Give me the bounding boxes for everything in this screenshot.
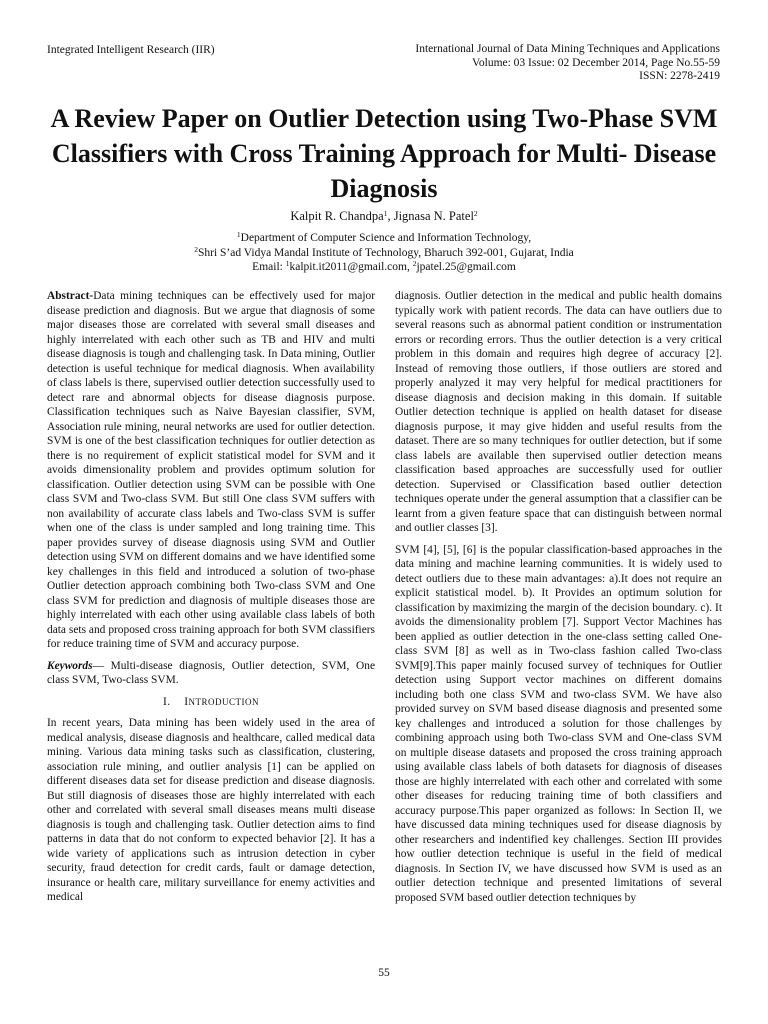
keywords — [47, 659, 375, 688]
abstract — [47, 289, 375, 652]
journal-info — [415, 43, 720, 84]
keywords-text: — Multi-disease diagnosis, Outlier detection, SVM, One class SVM, Two-class SVM. — [47, 659, 375, 686]
right-paragraph-1: diagnosis. Outlier detection in the medical and public health domains typically work with patient records. The data can have outliers due to several reasons such as abnormal patient condition or instrumentation errors or recording errors. Thus the outlier detection is a very critical problem in this domain and requires high degree of accuracy [2]. Instead of removing those outliers, if those outliers are stored and properly analyzed it may very helpful for medical practitioners for disease diagnosis and decision making in this domain. If suitable Outlier detection technique is applied on health dataset for disease diagnosis purpose, it may give hidden and useful results from the dataset. There are so many techniques for outlier detection, but if some class labels are available then supervised outlier detection means classification based approaches are successfully used for outlier detection. Supervised or Classification based outlier detection techniques operate under the general assumption that a classifier can be learnt from a given feature space that can distinguish between normal and outlier classes [3]. — [395, 290, 722, 534]
affiliation-2-text: Shri S’ad Vidya Mandal Institute of Technology, Bharuch 392-001, Gujarat, India — [197, 246, 574, 259]
abstract-label: Abstract- — [47, 290, 94, 302]
journal-publisher: Integrated Intelligent Research (IIR) — [47, 44, 215, 56]
left-column — [47, 289, 375, 912]
email-line — [0, 260, 768, 275]
author-2: Jignasa N. Patel — [393, 209, 474, 223]
affiliation-1-sup: 1 — [236, 230, 241, 239]
affiliations — [0, 231, 768, 275]
right-paragraph-2: SVM [4], [5], [6] is the popular classification-based approaches in the data mining and machine learning communities. It is widely used to detect outliers due to these main advantages: a).It does not require an explicit statistical model. b). It Provides an optimum solution for classification by maximizing the margin of the decision boundary. c). It avoids the dimensionality problem [7]. Support Vector Machines has been applied as outlier detection in the one-class setting called One-class SVM [8] as well as in Two-class fashion called Two-class SVM[9].This paper mainly focused survey of techniques for Outlier detection using Support vector machines on different domains including both one class SVM and two-class SVM. We have also provided survey on SVM based disease diagnosis and presented some key challenges and introduced a solution for those challenges by combining approach using both Two-class SVM and One-class SVM on multiple disease datasets and proposed the cross training approach using available class labels of both datasets for diagnosis of diseases those are highly interrelated with each other and correlated with some other diseases for reducing training time of both classifiers and accuracy purpose.This paper organized as follows: In Section II, we have discussed data mining techniques used for disease diagnosis by other researchers and indentified key challenges. Section III provides how outlier detection technique is useful in the field of medical diagnosis. In Section IV, we have discussed how SVM is used as an outlier detection technique and presented limitations of several proposed SVM based outlier detection techniques by — [395, 543, 722, 904]
abstract-text: Data mining techniques can be effectively used for major disease prediction and diagnosis. But we argue that diagnosis of some major diseases those are correlated with several small diseases and highly interrelated with each other such as TB and HIV and multi disease diagnosis is tough and challenging task. In Data mining, Outlier detection is useful technique for medical diagnosis. When availability of class labels is there, supervised outlier detection successfully used to detect rare and abnormal objects for disease diagnosis purpose. Classification techniques such as Naive Bayesian classifier, SVM, Association rule mining, neural networks are used for outlier detection. SVM is one of the best classification techniques for outlier detection as there is no requirement of explicit statistical model for SVM and it avoids dimensionality problem and provides optimum solution for classification. Outlier detection using SVM can be possible with One class SVM and Two-class SVM. But still One class SVM suffers with non availability of accurate class labels and Two-class SVM is suffer when one of the class is under sampled and long training time. This paper provides survey of disease diagnosis using SVM and Outlier detection using SVM on different domains and we have identified some key challenges in this field and introduced a solution of two-phase Outlier detection approach combining both Two-class SVM and One class SVM for prediction and diagnosis of multiple diseases those are highly interrelated with each other using available class labels of both data sets and proposed cross training approach for both SVM classifiers for reduce training time of SVM and accuracy purpose. — [47, 290, 375, 650]
email-prefix: Email: — [252, 261, 286, 273]
email-2: jpatel.25@gmail.com — [416, 261, 516, 273]
section-title-initial: I — [184, 695, 189, 708]
journal-issn: ISSN: 2278-2419 — [639, 70, 720, 82]
paper-title: A Review Paper on Outlier Detection using Two-Phase SVM Classifiers with Cross Training Approach for Multi- Disease Diagnosis — [50, 104, 718, 203]
authors — [0, 208, 768, 224]
intro-paragraph: In recent years, Data mining has been widely used in the area of medical analysis, disease diagnosis and healthcare, called medical data mining. Various data mining tasks such as classification, clustering, association rule mining, and outlier analysis [1] can be applied on different diseases data set for disease prediction and disease diagnosis. But still diagnosis of diseases those are highly interrelated with each other and correlated with several small diseases means multi disease diagnosis is tough and challenging task. Outlier detection aims to find patterns in data that do not conform to expected behavior [2]. It has a wide variety of applications such as intrusion detection in cyber security, fraud detection for credit cards, fault or damage detection, insurance or health care, military surveillance for enemy activities and medical — [47, 717, 375, 903]
section-title-rest: NTRODUCTION — [188, 696, 260, 707]
author-2-sup: 2 — [473, 209, 478, 218]
right-column — [395, 289, 722, 912]
affiliation-1-text: Department of Computer Science and Information Technology, — [240, 232, 532, 244]
affiliation-line-1 — [0, 231, 768, 246]
email-2-sup: 2 — [412, 259, 417, 268]
affiliation-2-sup: 2 — [194, 244, 198, 254]
email-1-sup: 1 — [285, 259, 290, 268]
page-number: 55 — [378, 967, 390, 979]
section-number: I. — [162, 695, 171, 708]
journal-name: International Journal of Data Mining Techniques and Applications — [415, 43, 720, 55]
keywords-label: Keywords — [47, 659, 93, 672]
affiliation-line-2 — [0, 246, 768, 261]
journal-volume: Volume: 03 Issue: 02 December 2014, Page No.55-59 — [472, 56, 720, 69]
email-1: kalpit.it2011@gmail.com, — [289, 261, 413, 273]
author-1-sup: 1 — [383, 209, 388, 218]
section-heading-introduction — [47, 695, 375, 710]
author-separator: , — [387, 209, 394, 223]
author-1: Kalpit R. Chandpa — [290, 209, 384, 223]
